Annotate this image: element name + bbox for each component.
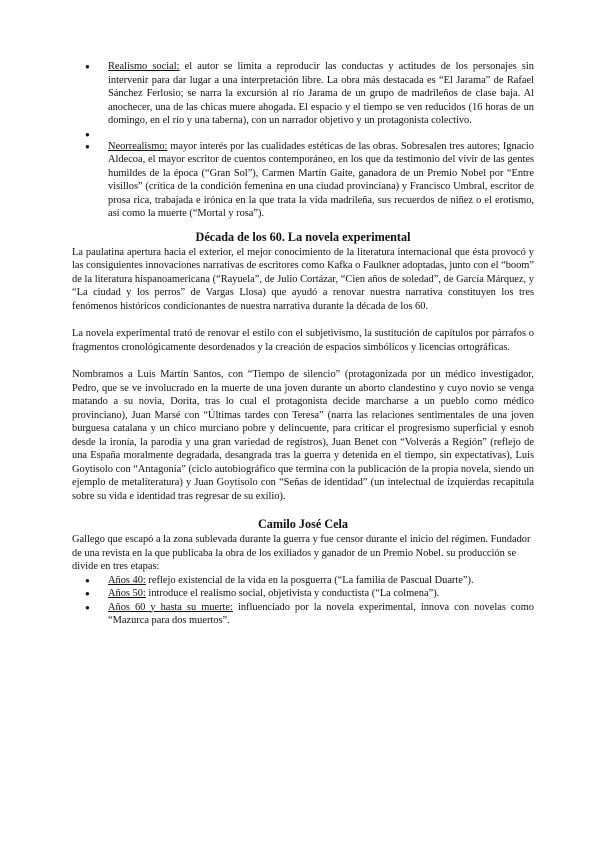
term-anos-60: Años 60 y hasta su muerte: bbox=[108, 601, 233, 613]
paragraph-autores: Nombramos a Luis Martín Santos, con “Tiempo de silencio” (protagonizada por un médico investigador, Pedro, que se ve involucrado en la muerte de una joven durante un aborto clandestino y cuyo novio se venga matando a su novia, Dorita, tras lo cual el protagonista decide marcharse a un pueblo como médico provinciano), Juan Marsé con “Últimas tardes con Teresa” (narra las relaciones sentimentales de una joven burguesa catalana y un chico murciano pobre y delincuente, para criticar el progresismo superficial y esnob desde la ironía, la parodia y una gran variedad de registros), Juan Benet con “Volverás a Región” (reflejo de una España moralmente degradada, desangrada tras la guerra y detenida en el tiempo, sin expectativas), Luis Goytisolo con “Antagonía” (ciclo autobiográfico que termina con la publicación de la propia novela, siendo un ejemplo de metaliteratura) y Juan Goytisolo con “Señas de identidad” (un intelectual de izquierdas recapitula sobre su vida e identidad tras regresar de su exilio). bbox=[72, 369, 534, 502]
text-realismo-social: el autor se limita a reproducir las conductas y actitudes de los personajes sin intervenir para dar lugar a una interpretación libre. La obra más destacada es “El Jarama” de Rafael Sánchez Ferlosio; se narra la excursión al río Jarama de un grupo de madrileños de clase baja. Al anochecer, una de las chicas muere ahogada. El espacio y el tiempo se ven reducidos (16 horas de un domingo, en el río y una taberna), con un narrador objetivo y un protagonista colectivo. bbox=[108, 61, 534, 126]
text-anos-50: introduce el realismo social, objetivista y conductista (“La colmena”). bbox=[145, 588, 440, 599]
heading-cela: Camilo José Cela bbox=[257, 517, 349, 531]
paragraph-novela-experimental: La novela experimental trató de renovar el estilo con el subjetivismo, la sustitución de capítulos por párrafos o fragmentos cronológicamente desordenados y la creación de espacios simbólicos y licencias ortográficas. bbox=[72, 328, 534, 353]
list-spacer bbox=[72, 128, 534, 140]
term-anos-50: Años 50: bbox=[108, 588, 146, 599]
list-item-anos-40 bbox=[72, 574, 534, 588]
list-item-realismo-social bbox=[72, 60, 534, 128]
paragraph-apertura: La paulatina apertura hacia el exterior, el mejor conocimiento de la literatura internacional que ésta provocó y las consiguientes innovaciones narrativas de escritores como Kafka o Faulkner adoptadas, junto con el “boom” de la literatura hispanoamericana (“Rayuela”, de Julio Cortázar, “Cien años de soledad”, de García Márquez, y “La ciudad y los perros” de Vargas Llosa) que ayudó a renovar nuestra narrativa constituyen los tres fenómenos históricos condicionantes de nuestra narrativa durante la década de los 60. bbox=[72, 246, 534, 312]
paragraph-cela-intro: Gallego que escapó a la zona sublevada durante la guerra y fue censor durante el inicio del régimen. Fundador de una revista en la que publicaba la obra de los exiliados y ganador de un Premio Nobel. su producción se divide en tres etapas: bbox=[72, 534, 531, 572]
heading-decada-60: Década de los 60. La novela experimental bbox=[195, 229, 411, 244]
paragraph-gap bbox=[72, 313, 534, 327]
text-anos-60: influenciado por la novela experimental, innova con novelas como “Mazurca para dos muertos”. bbox=[108, 601, 534, 626]
list-item-anos-60 bbox=[72, 601, 534, 628]
trends-list bbox=[72, 60, 534, 221]
term-neorrealismo: Neorrealismo: bbox=[108, 140, 168, 152]
cela-stages-list bbox=[72, 574, 534, 628]
text-anos-40: reflejo existencial de la vida en la posguerra (“La familia de Pascual Duarte”). bbox=[145, 574, 474, 586]
list-item-anos-50 bbox=[72, 587, 534, 601]
term-realismo-social: Realismo social: bbox=[108, 61, 180, 72]
text-neorrealismo: mayor interés por las cualidades estéticas de las obras. Sobresalen tres autores; Ignacio Aldecoa, el mayor escritor de cuentos contemporáneo, en los que da testimonio del vivir de las gentes humildes de la época (“Gran Sol”), Carmen Martín Gaite, ganadora de un Premio Nobel por “Entre visillos” (crítica de la condición femenina en una ciudad provinciana) y Francisco Umbral, escritor de prosa rica, trabajada e irónica en la que trata la vida madrileña, sus recuerdos de niñez o el erotismo, así como la muerte (“Mortal y rosa”). bbox=[108, 140, 534, 219]
list-item-neorrealismo bbox=[72, 140, 534, 221]
paragraph-gap bbox=[72, 354, 534, 368]
term-anos-40: Años 40: bbox=[108, 574, 146, 586]
